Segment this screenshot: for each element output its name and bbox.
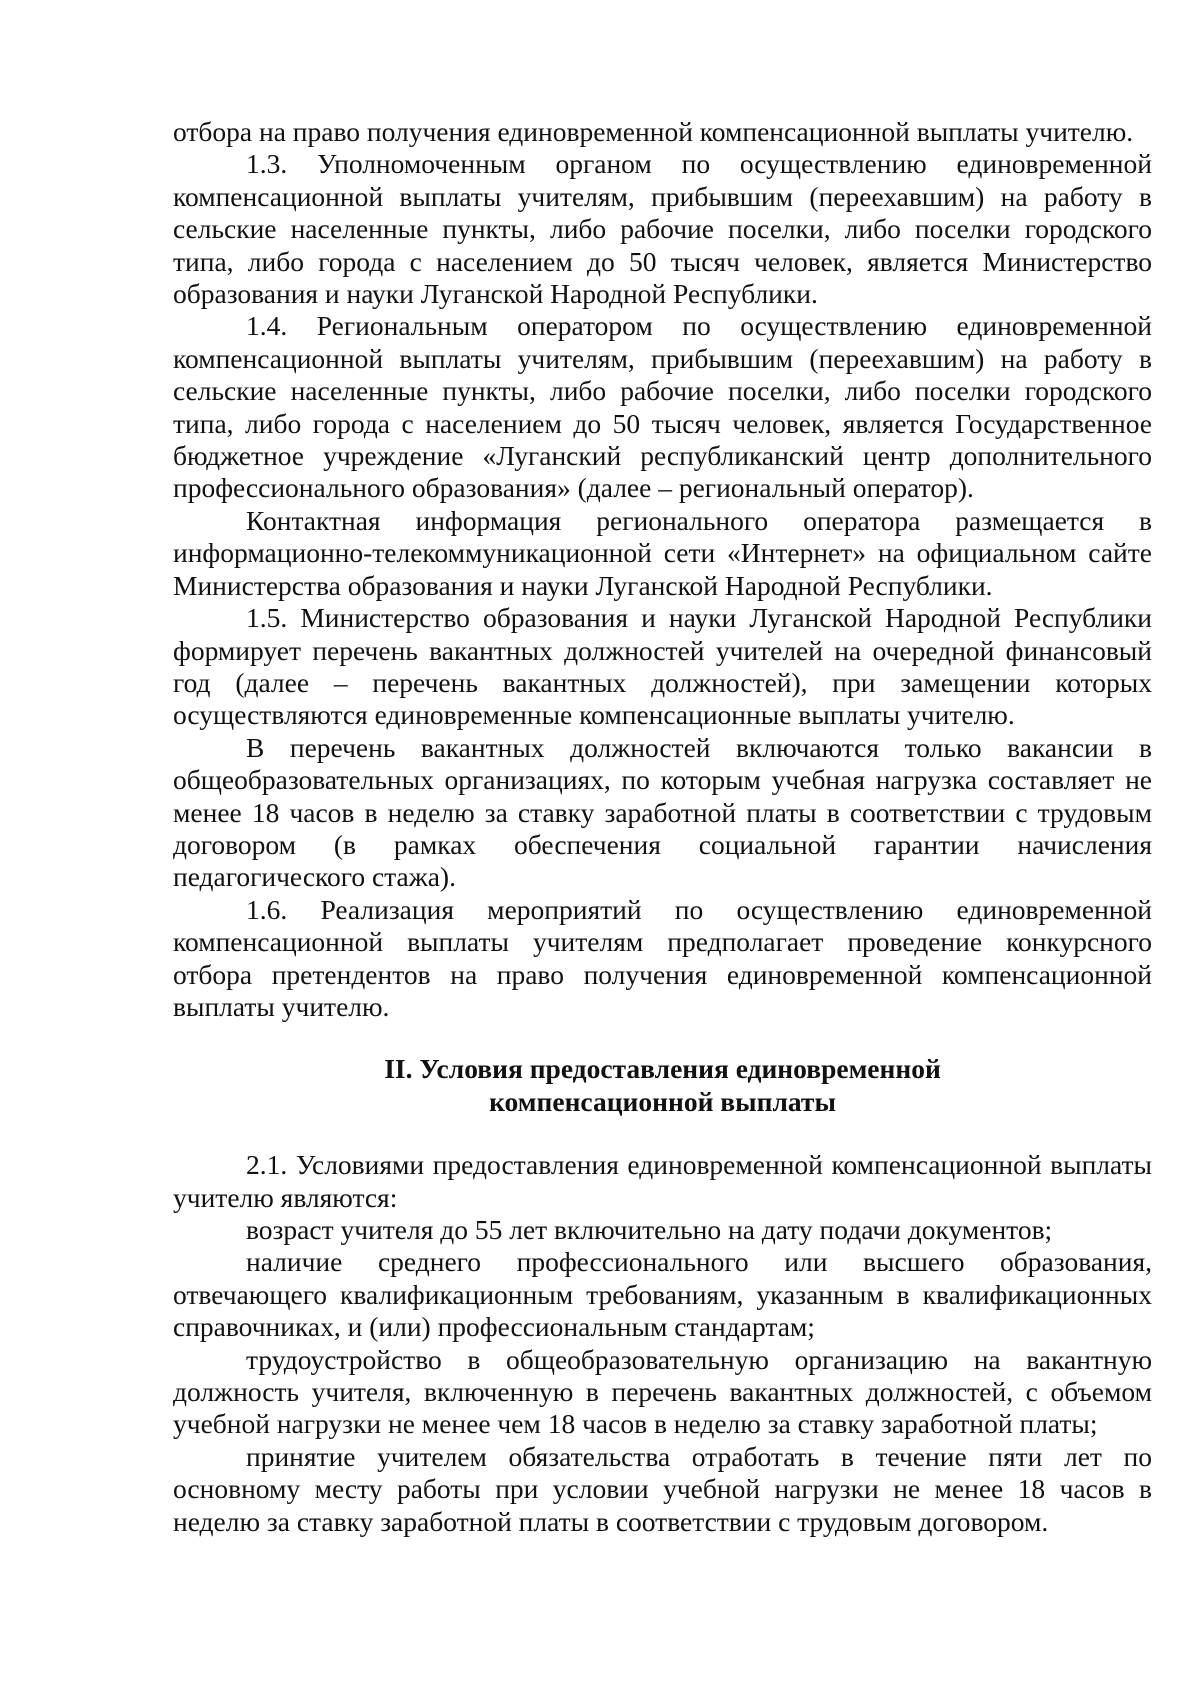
paragraph-2-1: 2.1. Условиями предоставления единовременной компенсационной выплаты учителю являются:: [173, 1149, 1152, 1213]
paragraph-1-6: 1.6. Реализация мероприятий по осуществлению единовременной компенсационной выплаты учителям предполагает проведение конкурсного отбора претендентов на право получения единовременной компенсационной выплаты учителю.: [173, 893, 1152, 1022]
paragraph-vacancy-list: В перечень вакантных должностей включаются только вакансии в общеобразовательных организациях, по которым учебная нагрузка составляет не менее 18 часов в неделю за ставку заработной платы в соответствии с трудовым договором (в рамках обеспечения социальной гарантии начисления педагогического стажа).: [173, 731, 1152, 893]
section-heading-line-2: компенсационной выплаты: [489, 1085, 836, 1117]
section-heading-line-1: II. Условия предоставления единовременной: [384, 1053, 941, 1085]
paragraph-1-5: 1.5. Министерство образования и науки Луганской Народной Республики формирует перечень вакантных должностей учителей на очередной финансовый год (далее – перечень вакантных должностей), при замещении которых осуществляются единовременные компенсационные выплаты учителю.: [173, 602, 1152, 731]
document-body: [173, 116, 1152, 1538]
condition-obligation: принятие учителем обязательства отработать в течение пяти лет по основному месту работы при условии учебной нагрузки не менее 18 часов в неделю за ставку заработной платы в соответствии с трудовым договором.: [173, 1440, 1152, 1537]
condition-employment: трудоустройство в общеобразовательную организацию на вакантную должность учителя, включенную в перечень вакантных должностей, с объемом учебной нагрузки не менее чем 18 часов в неделю за ставку заработной платы;: [173, 1343, 1152, 1440]
paragraph-contact-info: Контактная информация регионального оператора размещается в информационно-телекоммуникационной сети «Интернет» на официальном сайте Министерства образования и науки Луганской Народной Республики.: [173, 504, 1152, 601]
paragraph-1-3: 1.3. Уполномоченным органом по осуществлению единовременной компенсационной выплаты учителям, прибывшим (переехавшим) на работу в сельские населенные пункты, либо рабочие поселки, либо поселки городского типа, либо города с населением до 50 тысяч человек, является Министерство образования и науки Луганской Народной Республики.: [173, 148, 1152, 310]
paragraph-continuation: отбора на право получения единовременной компенсационной выплаты учителю.: [173, 116, 1134, 147]
section-heading: [173, 1053, 1152, 1118]
paragraph-1-4: 1.4. Региональным оператором по осуществлению единовременной компенсационной выплаты учителям, прибывшим (переехавшим) на работу в сельские населенные пункты, либо рабочие поселки, либо поселки городского типа, либо города с населением до 50 тысяч человек, является Государственное бюджетное учреждение «Луганский республиканский центр дополнительного профессионального образования» (далее – региональный оператор).: [173, 310, 1152, 504]
condition-age: возраст учителя до 55 лет включительно на дату подачи документов;: [246, 1214, 1053, 1245]
condition-education: наличие среднего профессионального или высшего образования, отвечающего квалификационным требованиям, указанным в квалификационных справочниках, и (или) профессиональным стандартам;: [173, 1246, 1152, 1343]
